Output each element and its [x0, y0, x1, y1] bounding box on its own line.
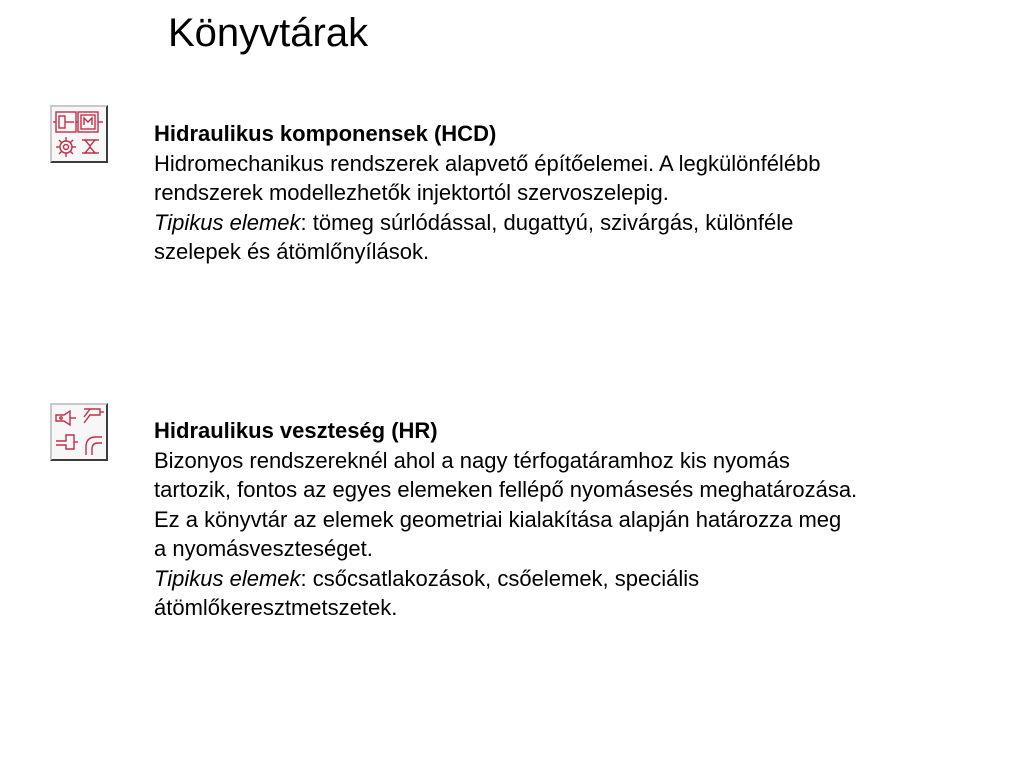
typical-elements-line: szelepek és átömlőnyílások.: [154, 239, 430, 264]
library-description-line: rendszerek modellezhetők injektortól szervoszelepig.: [154, 180, 669, 205]
library-description-line: Hidromechanikus rendszerek alapvető építőelemei. A legkülönfélébb: [154, 150, 821, 176]
page-title: Könyvtárak: [168, 11, 369, 55]
hydraulic-components-icon[interactable]: [50, 105, 108, 163]
typical-elements-label: Tipikus elemek: [154, 565, 301, 591]
typical-elements-line: [154, 208, 994, 238]
typical-elements-text: : csőcsatlakozások, csőelemek, speciális: [300, 565, 700, 591]
library-description-line: Ez a könyvtár az elemek geometriai kialakítása alapján határozza meg: [154, 506, 842, 532]
typical-elements-line: [154, 564, 994, 594]
library-description-hr: [154, 416, 994, 623]
typical-elements-text: : tömeg súrlódással, dugattyú, szivárgás, különféle: [300, 209, 794, 235]
library-description-hcd: [154, 119, 994, 267]
typical-elements-label: Tipikus elemek: [154, 209, 301, 235]
library-description-line: tartozik, fontos az egyes elemeken fellépő nyomásesés meghatározása.: [154, 477, 858, 502]
library-description-line: a nyomásveszteséget.: [154, 536, 373, 561]
typical-elements-line: átömlőkeresztmetszetek.: [154, 595, 398, 620]
hydraulic-resistance-icon[interactable]: [50, 403, 108, 461]
library-heading: Hidraulikus veszteség (HR): [154, 418, 438, 443]
hydraulic-resistance-icon-graphic: [52, 405, 106, 459]
hydraulic-components-icon-graphic: [52, 107, 106, 161]
library-description-line: Bizonyos rendszereknél ahol a nagy térfogatáramhoz kis nyomás: [154, 447, 790, 473]
library-heading: Hidraulikus komponensek (HCD): [154, 121, 497, 146]
